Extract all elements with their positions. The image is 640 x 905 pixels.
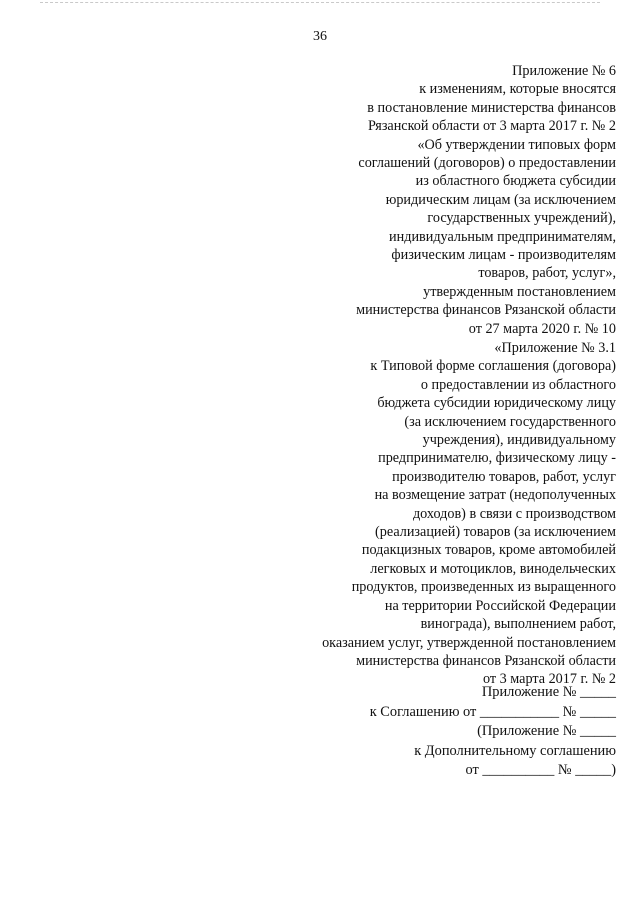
amendment-line: из областного бюджета субсидии [415, 173, 616, 190]
appendix-line: (за исключением государственного [404, 413, 616, 430]
agreement-line: (Приложение № _____ [477, 723, 616, 740]
appendix-header [196, 339, 616, 689]
amendment-line: утвержденным постановлением [423, 283, 616, 300]
amendment-line: Рязанской области от 3 марта 2017 г. № 2 [367, 118, 616, 135]
amendment-line: товаров, работ, услуг», [478, 265, 616, 282]
appendix-line: «Приложение № 3.1 [494, 340, 616, 356]
appendix-line: на возмещение затрат (недополученных [374, 487, 616, 504]
amendment-line: министерства финансов Рязанской области [356, 302, 616, 319]
appendix-line: от 3 марта 2017 г. № 2 [482, 671, 616, 688]
scan-top-edge [40, 2, 600, 3]
amendment-line: «Об утверждении типовых форм [417, 136, 616, 153]
appendix-line: легковых и мотоциклов, винодельческих [370, 560, 616, 577]
appendix-line: продуктов, произведенных из выращенного [351, 579, 616, 596]
agreement-line: к Дополнительному соглашению [414, 742, 616, 759]
amendment-header [196, 62, 616, 338]
amendment-line: к изменениям, которые вносятся [419, 81, 616, 98]
appendix-line: бюджета субсидии юридическому лицу [377, 395, 616, 412]
amendment-line: юридическим лицам (за исключением [385, 191, 616, 208]
appendix-line: винограда), выполнением работ, [420, 616, 616, 633]
appendix-line: доходов) в связи с производством [412, 505, 616, 522]
appendix-line: к Типовой форме соглашения (договора) [370, 358, 616, 375]
amendment-line: Приложение № 6 [512, 63, 616, 79]
appendix-line: на территории Российской Федерации [384, 597, 616, 614]
amendment-line: в постановление министерства финансов [367, 99, 616, 116]
appendix-line: (реализацией) товаров (за исключением [375, 524, 616, 541]
amendment-line: государственных учреждений), [427, 210, 616, 227]
appendix-line: производителю товаров, работ, услуг [392, 468, 616, 485]
appendix-line: о предоставлении из областного [420, 376, 616, 393]
amendment-line: соглашений (договоров) о предоставлении [358, 155, 616, 172]
amendment-line: индивидуальным предпринимателям, [389, 228, 616, 245]
page-number: 36 [313, 29, 327, 44]
appendix-line: предпринимателю, физическому лицу - [378, 450, 616, 467]
appendix-line: учреждения), индивидуальному [422, 432, 616, 449]
amendment-line: физическим лицам - производителям [391, 247, 616, 264]
amendment-line: от 27 марта 2020 г. № 10 [468, 320, 616, 337]
appendix-line: подакцизных товаров, кроме автомобилей [361, 542, 616, 559]
agreement-line: от __________ № _____) [465, 762, 616, 779]
agreement-reference-fields [196, 683, 616, 781]
appendix-line: министерства финансов Рязанской области [356, 652, 616, 669]
agreement-line: Приложение № _____ [481, 684, 616, 700]
agreement-line: к Соглашению от ___________ № _____ [369, 703, 616, 720]
appendix-line: оказанием услуг, утвержденной постановлением [322, 634, 616, 651]
